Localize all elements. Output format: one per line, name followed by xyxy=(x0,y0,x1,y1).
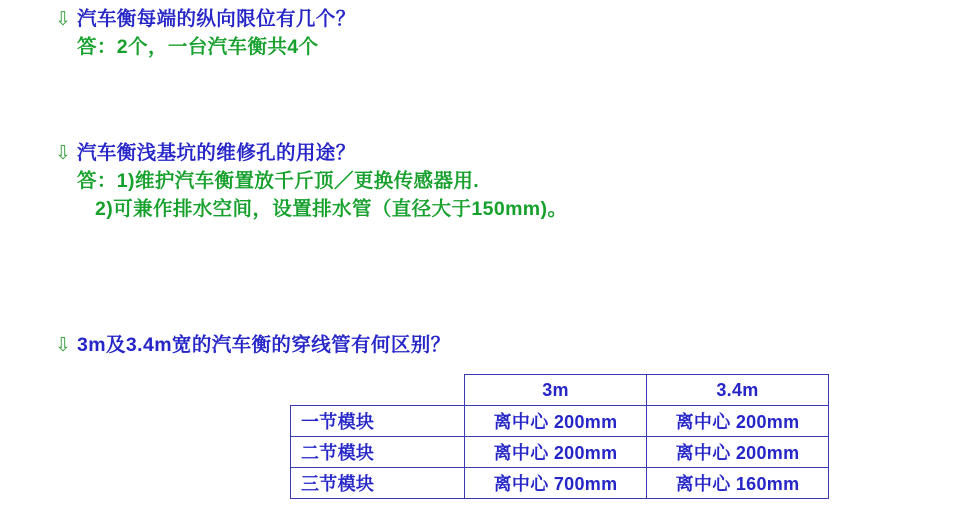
question-text-3: 3m及3.4m宽的汽车衡的穿线管有何区别？ xyxy=(77,334,451,356)
table-cell-1-1: 离中心 200mm xyxy=(465,406,647,437)
table-column-header-3m: 3m xyxy=(465,375,647,406)
table-header-row xyxy=(291,375,829,406)
question-text-1: 汽车衡每端的纵向限位有几个？ xyxy=(77,8,356,30)
qa-block-2 xyxy=(0,140,969,223)
table-corner-cell xyxy=(291,375,465,406)
table-row xyxy=(291,406,829,437)
table-row xyxy=(291,437,829,468)
table-cell-2-2: 离中心 200mm xyxy=(647,437,829,468)
table-column-header-3-4m: 3.4m xyxy=(647,375,829,406)
qa-block-1 xyxy=(0,6,969,61)
answer-text-1-1: 答：2个，一台汽车衡共4个 xyxy=(77,36,319,58)
table-row xyxy=(291,468,829,499)
table-cell-1-2: 离中心 200mm xyxy=(647,406,829,437)
down-arrow-icon: ⇩ xyxy=(55,143,71,164)
conduit-comparison-table xyxy=(290,374,829,499)
down-arrow-icon: ⇩ xyxy=(55,9,71,30)
table-row-label-3: 三节模块 xyxy=(291,468,465,499)
table-row-label-2: 二节模块 xyxy=(291,437,465,468)
answer-text-2-1: 答：1)维护汽车衡置放千斤顶／更换传感器用. xyxy=(77,170,480,192)
table-cell-2-1: 离中心 200mm xyxy=(465,437,647,468)
table-cell-3-2: 离中心 160mm xyxy=(647,468,829,499)
question-line-3 xyxy=(0,332,969,359)
table-row-label-1: 一节模块 xyxy=(291,406,465,437)
question-line-2 xyxy=(0,140,969,167)
answer-text-2-2: 2)可兼作排水空间，设置排水管（直径大于150mm)。 xyxy=(95,198,568,220)
qa-block-3 xyxy=(0,332,969,359)
question-line-1 xyxy=(0,6,969,33)
question-text-2: 汽车衡浅基坑的维修孔的用途？ xyxy=(77,142,356,164)
table-cell-3-1: 离中心 700mm xyxy=(465,468,647,499)
down-arrow-icon: ⇩ xyxy=(55,335,71,356)
